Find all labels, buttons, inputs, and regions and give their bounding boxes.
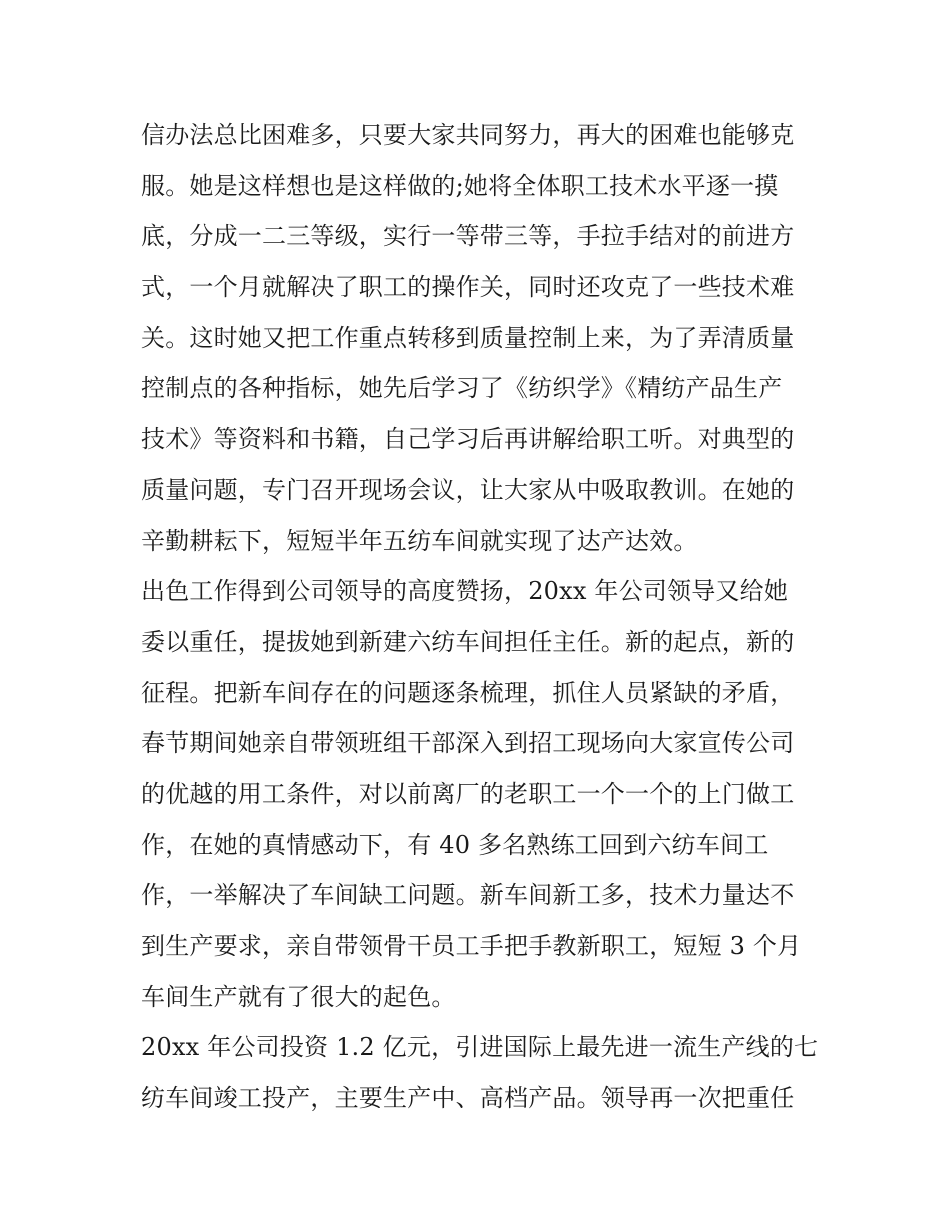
text-line: 信办法总比困难多，只要大家共同努力，再大的困难也能够克: [141, 121, 795, 149]
text-line: 征程。把新车间存在的问题逐条梳理，抓住人员紧缺的矛盾，: [141, 678, 795, 707]
text-line: 关。这时她又把工作重点转移到质量控制上来，为了弄清质量: [141, 323, 795, 352]
text-line: 纺车间竣工投产，主要生产中、高档产品。领导再一次把重任: [141, 1084, 795, 1113]
text-line: 20xx 年公司投资 1.2 亿元，引进国际上最先进一流生产线的七: [141, 1033, 819, 1062]
document-body: [141, 110, 831, 1124]
text-line: 出色工作得到公司领导的高度赞扬，20xx 年公司领导又给她: [141, 577, 789, 606]
text-line: 作，在她的真情感动下，有 40 多名熟练工回到六纺车间工: [141, 830, 769, 859]
text-line: 控制点的各种指标，她先后学习了《纺织学》《精纺产品生产: [141, 374, 783, 403]
text-line: 式，一个月就解决了职工的操作关，同时还攻克了一些技术难: [141, 273, 795, 302]
text-line: 的优越的用工条件，对以前离厂的老职工一个一个的上门做工: [141, 779, 795, 808]
text-line: 技术》等资料和书籍，自己学习后再讲解给职工听。对典型的: [141, 425, 795, 454]
text-line: 服。她是这样想也是这样做的;她将全体职工技术水平逐一摸: [141, 171, 779, 200]
text-line: 质量问题，专门召开现场会议，让大家从中吸取教训。在她的: [141, 475, 795, 504]
text-line: 春节期间她亲自带领班组干部深入到招工现场向大家宣传公司: [141, 729, 795, 758]
text-line: 作，一举解决了车间缺工问题。新车间新工多，技术力量达不: [141, 881, 795, 910]
text-line: 底，分成一二三等级，实行一等带三等，手拉手结对的前进方: [141, 222, 795, 251]
text-line: 车间生产就有了很大的起色。: [141, 982, 456, 1011]
text-line: 委以重任，提拔她到新建六纺车间担任主任。新的起点，新的: [141, 627, 795, 656]
text-line: 到生产要求，亲自带领骨干员工手把手教新职工，短短 3 个月: [141, 932, 802, 960]
text-line: 辛勤耕耘下，短短半年五纺车间就实现了达产达效。: [141, 526, 698, 555]
